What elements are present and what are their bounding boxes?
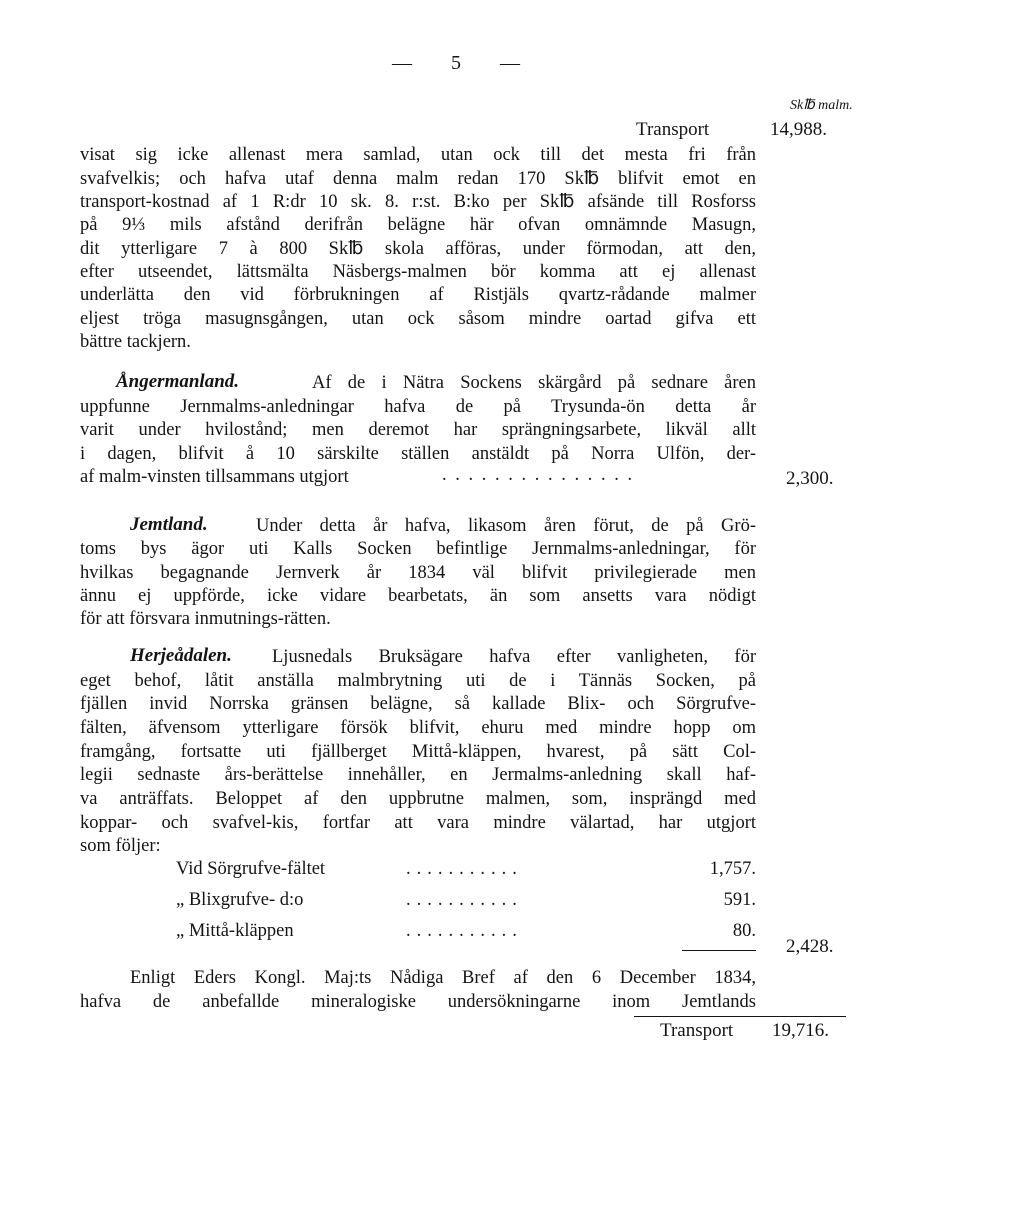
para1-line: på 9⅓ mils afstånd derifrån belägne här ofvan omnämnde Masugn, [80,215,756,235]
para4-line: framgång, fortsatte uti fjällberget Mittå-kläppen, hvarest, på sätt Col- [80,742,756,762]
unit-heading: Sk℔ malm. [790,98,853,113]
header-dash-right: — [500,52,520,74]
para2-line: varit under hvilostånd; men deremot har sprängningsarbete, likväl allt [80,420,756,440]
table-row [176,921,756,947]
transport-bottom-value: 19,716. [772,1020,829,1041]
para4-line: va anträffats. Beloppet af den uppbrutne malmen, som, insprängd med [80,789,756,809]
para1-line: transport-kostnad af 1 R:dr 10 sk. 8. r:st. B:ko per Sk℔ afsände till Rosforss [80,192,756,212]
para2-value: 2,300. [786,468,834,489]
page-header [392,52,520,75]
transport-rule [634,1016,846,1017]
para2-line: i dagen, blifvit å 10 särskilte ställen anstäldt på Norra Ulfön, der- [80,444,756,464]
section-heading-jemtland: Jemtland. [130,514,208,535]
para1-line: eljest tröga masugnsgången, utan ock såsom mindre oartad gifva ett [80,309,756,329]
table-row-label: „ Blixgrufve- d:o [176,890,304,910]
transport-top-label: Transport [636,119,710,140]
transport-top-value: 14,988. [770,119,827,140]
para2-line: uppfunne Jernmalms-anledningar hafva de på Trysunda-ön detta år [80,397,756,417]
para4-line: fjällen invid Norrska gränsen belägne, så kallade Blix- och Sörgrufve- [80,694,756,714]
table-row-dots: ........... [406,890,523,910]
para4-line: koppar- och svafvel-kis, fortfar att vara mindre välartad, har utgjort [80,813,756,833]
table-row-dots: ........... [406,859,523,879]
page-number: 5 [451,52,461,74]
para4-line: fälten, äfvensom ytterligare försök blifvit, ehuru med mindre hopp om [80,718,756,738]
para3-line: Under detta år hafva, likasom åren förut, de på Grö- [256,516,756,536]
para3-line: hvilkas begagnande Jernverk år 1834 väl blifvit privilegierade men [80,563,756,583]
para3-line: ännu ej uppförde, icke vidare bearbetats, än som ansetts vara nödigt [80,586,756,606]
para2-leader-dots: . . . . . . . . . . . . . . . [442,465,635,485]
table-total: 2,428. [786,936,834,957]
table-row-label: Vid Sörgrufve-fältet [176,859,326,879]
section-heading-herjeadalen: Herjeådalen. [130,645,232,666]
table-sum-rule [682,950,756,951]
transport-bottom-label: Transport [660,1020,734,1041]
para1-line: visat sig icke allenast mera samlad, utan ock till det mesta fri från [80,145,756,165]
para4-line: Ljusnedals Bruksägare hafva efter vanligheten, för [272,647,756,667]
section-heading-angermanland: Ångermanland. [116,371,240,392]
para3-line: toms bys ägor uti Kalls Socken befintlige Jernmalms-anledningar, för [80,539,756,559]
para1-line: efter utseendet, lättsmälta Näsbergs-malmen bör komma att ej allenast [80,262,756,282]
para4-line: som följer: [80,836,161,856]
table-row-dots: ........... [406,921,523,941]
table-row [176,890,756,916]
para2-line: af malm-vinsten tillsammans utgjort [80,467,349,487]
table-row-value: 80. [732,921,756,941]
table-row-label: „ Mittå-kläppen [176,921,294,941]
table-row-value: 591. [723,890,756,910]
para5-line: Enligt Eders Kongl. Maj:ts Nådiga Bref af den 6 December 1834, [130,968,756,988]
para4-line: eget behof, låtit anställa malmbrytning uti de i Tännäs Socken, på [80,671,756,691]
table-row [176,859,756,885]
para5-line: hafva de anbefallde mineralogiske undersökningarne inom Jemtlands [80,992,756,1012]
para1-line: bättre tackjern. [80,332,191,352]
para1-line: svafvelkis; och hafva utaf denna malm redan 170 Sk℔ blifvit emot en [80,169,756,189]
para3-line: för att försvara inmutnings-rätten. [80,609,331,629]
para1-line: underlätta den vid förbrukningen af Ristjäls qvartz-rådande malmer [80,285,756,305]
para4-line: legii sednaste års-berättelse innehåller, en Jermalms-anledning skall haf- [80,765,756,785]
para1-line: dit ytterligare 7 à 800 Sk℔ skola afföras, under förmodan, att den, [80,239,756,259]
header-dash-left: — [392,52,412,74]
table-row-value: 1,757. [709,859,756,879]
para2-line: Af de i Nätra Sockens skärgård på sednare åren [312,373,756,393]
